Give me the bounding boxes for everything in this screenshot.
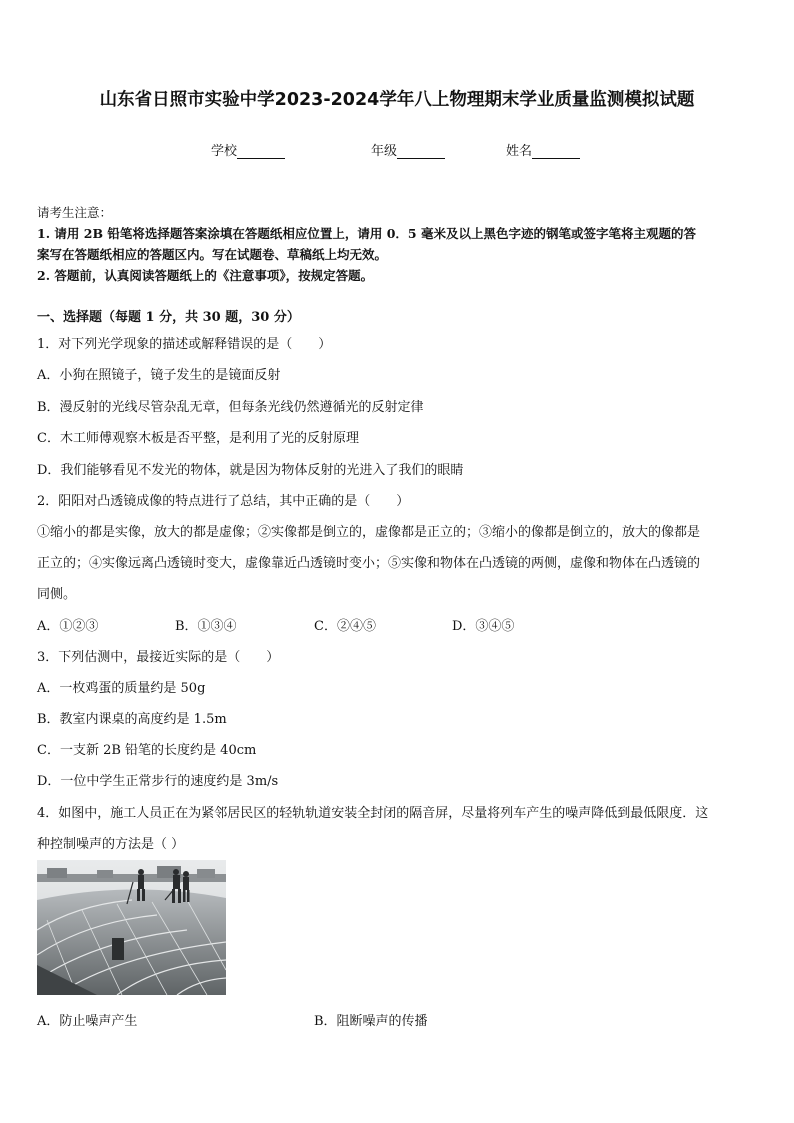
q4-stem-line-2: 种控制噪声的方法是（ ） <box>37 837 185 852</box>
q1-option-a: A．小狗在照镜子，镜子发生的是镜面反射 <box>37 368 281 383</box>
q3-option-c: C．一支新 2B 铅笔的长度约是 40cm <box>37 743 257 758</box>
noise-barrier-photo <box>37 860 226 995</box>
q3-option-a: A．一枚鸡蛋的质量约是 50g <box>37 681 206 696</box>
q2-text-line-3: 同侧。 <box>37 587 77 602</box>
q1-option-c: C．木工师傅观察木板是否平整，是利用了光的反射原理 <box>37 431 359 446</box>
name-label: 姓名 <box>506 144 533 159</box>
q3-stem: 3．下列估测中，最接近实际的是（ ） <box>37 650 280 665</box>
student-info-row <box>0 140 794 160</box>
q4-stem-line-1: 4．如图中，施工人员正在为紧邻居民区的轻轨轨道安装全封闭的隔音屏，尽量将列车产生的噪声降低到最低限度．这 <box>37 806 709 821</box>
notice-item-1-line-2: 案写在答题纸相应的答题区内。写在试题卷、草稿纸上均无效。 <box>37 247 388 262</box>
section-heading: 一、选择题（每题 1 分，共 30 题，30 分） <box>37 310 300 325</box>
q2-text-line-1: ①缩小的都是实像，放大的都是虚像；②实像都是倒立的，虚像都是正立的；③缩小的像都是倒立的，放大的像都是 <box>37 525 701 540</box>
q1-stem: 1．对下列光学现象的描述或解释错误的是（ ） <box>37 337 332 352</box>
q2-option-d: D．③④⑤ <box>452 619 515 634</box>
school-label: 学校 <box>211 144 238 159</box>
page-title: 山东省日照市实验中学2023-2024学年八上物理期末学业质量监测模拟试题 <box>99 90 695 110</box>
school-blank <box>237 145 285 159</box>
q4-option-a: A．防止噪声产生 <box>37 1014 138 1029</box>
grade-label: 年级 <box>371 144 398 159</box>
q1-option-b: B．漫反射的光线尽管杂乱无章，但每条光线仍然遵循光的反射定律 <box>37 400 424 415</box>
q4-option-b: B．阻断噪声的传播 <box>314 1014 428 1029</box>
notice-item-2: 2. 答题前，认真阅读答题纸上的《注意事项》，按规定答题。 <box>37 268 374 283</box>
q2-text-line-2: 正立的；④实像远离凸透镜时变大，虚像靠近凸透镜时变小；⑤实像和物体在凸透镜的两侧，虚像和物体在凸透镜的 <box>37 556 701 571</box>
notice-item-1-line-1: 1. 请用 2B 铅笔将选择题答案涂填在答题纸相应位置上，请用 0．5 毫米及以上黑色字迹的钢笔或签字笔将主观题的答 <box>37 226 696 241</box>
name-field <box>506 140 580 159</box>
notice-heading: 请考生注意： <box>37 205 113 220</box>
q3-option-b: B．教室内课桌的高度约是 1.5m <box>37 712 227 727</box>
q2-option-c: C．②④⑤ <box>314 619 376 634</box>
noise-barrier-illustration <box>37 860 226 995</box>
name-blank <box>532 145 580 159</box>
q1-option-d: D．我们能够看见不发光的物体，就是因为物体反射的光进入了我们的眼睛 <box>37 463 464 478</box>
grade-blank <box>397 145 445 159</box>
grade-field <box>371 140 445 159</box>
q3-option-d: D．一位中学生正常步行的速度约是 3m/s <box>37 774 279 789</box>
q2-stem: 2．阳阳对凸透镜成像的特点进行了总结，其中正确的是（ ） <box>37 494 410 509</box>
school-field <box>211 140 285 159</box>
q2-option-b: B．①③④ <box>175 619 237 634</box>
q2-option-a: A．①②③ <box>37 619 99 634</box>
